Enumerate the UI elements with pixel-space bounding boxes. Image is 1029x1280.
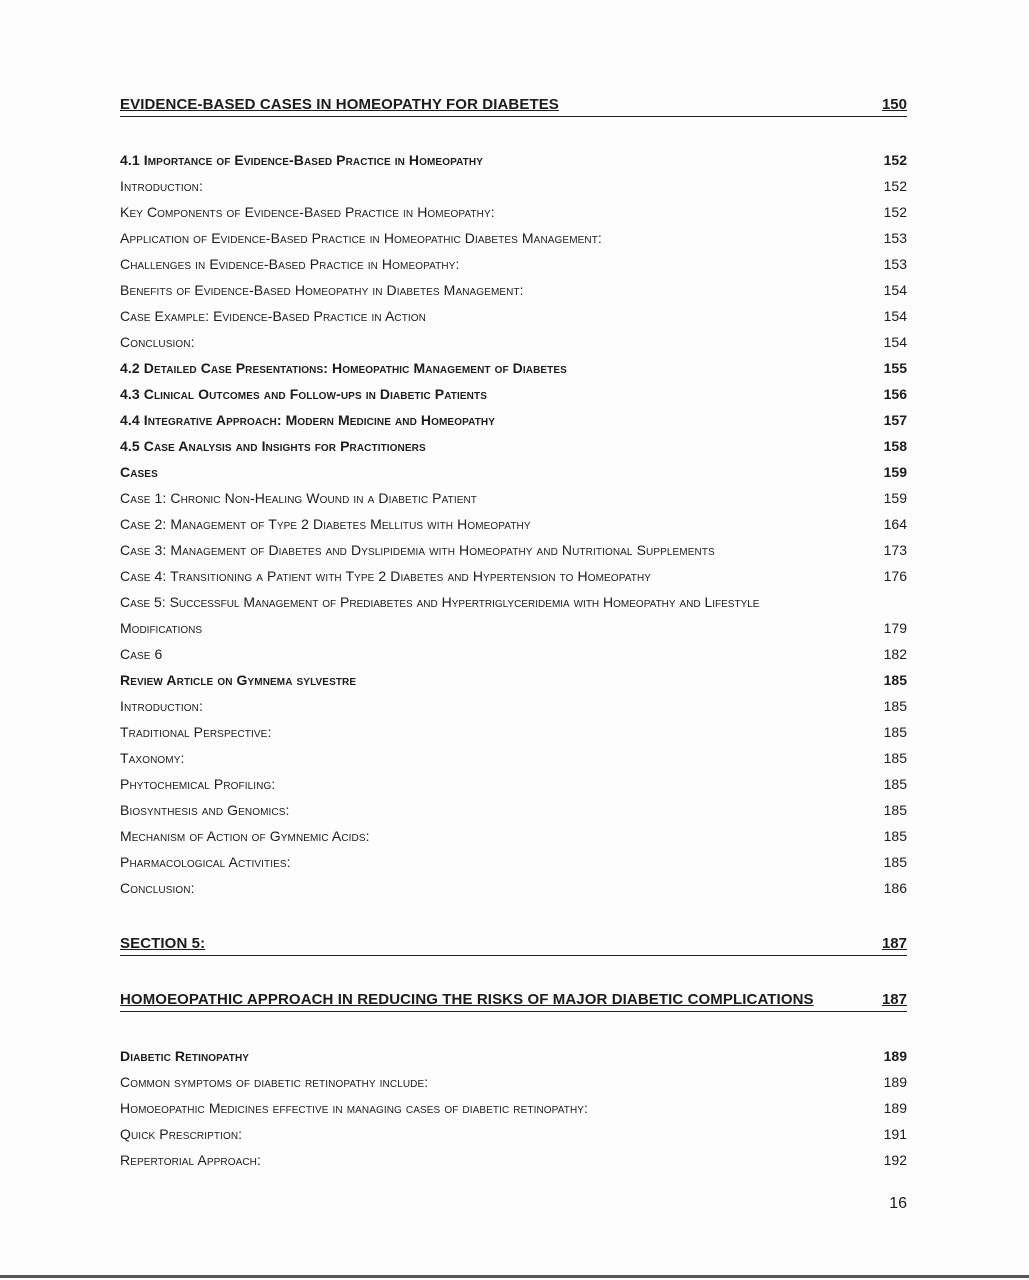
toc-entry-title: 4.5 Case Analysis and Insights for Practitioners	[120, 438, 426, 454]
toc-entry	[120, 303, 907, 329]
toc-entry-page: 179	[883, 620, 907, 636]
toc-entry-page: 185	[883, 750, 907, 766]
toc-entry-title: Challenges in Evidence-Based Practice in Homeopathy:	[120, 256, 460, 272]
toc-entry-title: Diabetic Retinopathy	[120, 1048, 250, 1064]
toc-entry-page: 189	[883, 1048, 907, 1064]
toc-entry-title: Common symptoms of diabetic retinopathy include:	[120, 1074, 429, 1090]
toc-entry	[120, 277, 907, 303]
toc-entry-title-line2: Modifications	[120, 620, 203, 636]
toc-entry	[120, 537, 907, 563]
toc-entry-page: 153	[883, 256, 907, 272]
toc-entry	[120, 225, 907, 251]
toc-heading-page: 187	[881, 990, 907, 1008]
toc-entry	[120, 771, 907, 797]
toc-entry-title: 4.1 Importance of Evidence-Based Practice in Homeopathy	[120, 152, 483, 168]
toc-entry-page: 192	[883, 1152, 907, 1168]
toc-entry-page: 191	[883, 1126, 907, 1142]
toc-entry-page: 182	[883, 646, 907, 662]
toc-entry	[120, 1147, 907, 1173]
toc-entry-title: Biosynthesis and Genomics:	[120, 802, 290, 818]
toc-entry-title: Case 4: Transitioning a Patient with Type 2 Diabetes and Hypertension to Homeopathy	[120, 568, 652, 584]
toc-entry-title: 4.2 Detailed Case Presentations: Homeopathic Management of Diabetes	[120, 360, 567, 376]
toc-entry-page: 185	[883, 698, 907, 714]
toc-entry	[120, 459, 907, 485]
toc-entry-title: 4.4 Integrative Approach: Modern Medicine and Homeopathy	[120, 412, 495, 428]
toc-heading-title: SECTION 5:	[120, 934, 206, 952]
toc-entry-page: 164	[883, 516, 907, 532]
toc-entry	[120, 199, 907, 225]
toc-entry-title: Case 2: Management of Type 2 Diabetes Mellitus with Homeopathy	[120, 516, 531, 532]
toc-entry-title: Introduction:	[120, 178, 203, 194]
toc-entry-page: 186	[883, 880, 907, 896]
toc-entry	[120, 745, 907, 771]
toc-entry	[120, 1069, 907, 1095]
toc-entry-page: 185	[883, 828, 907, 844]
toc-entry-title: Key Components of Evidence-Based Practice in Homeopathy:	[120, 204, 495, 220]
toc-entry	[120, 641, 907, 667]
toc-heading-section-5	[120, 931, 907, 956]
toc-entry-title: Application of Evidence-Based Practice in Homeopathic Diabetes Management:	[120, 230, 602, 246]
toc-entry	[120, 875, 907, 901]
toc-entry-page: 159	[883, 490, 907, 506]
toc-entry	[120, 173, 907, 199]
toc-heading-title: HOMOEOPATHIC APPROACH IN REDUCING THE RISKS OF MAJOR DIABETIC COMPLICATIONS	[120, 990, 814, 1008]
toc-entry-page: 189	[883, 1074, 907, 1090]
toc-entry	[120, 823, 907, 849]
toc-entry-page: 189	[883, 1100, 907, 1116]
toc-entry-title: Taxonomy:	[120, 750, 185, 766]
toc-entry-title: 4.3 Clinical Outcomes and Follow-ups in Diabetic Patients	[120, 386, 487, 402]
toc-entry	[120, 563, 907, 589]
toc-entry-page: 159	[883, 464, 907, 480]
toc-entry-page: 153	[883, 230, 907, 246]
toc-entry-page: 156	[883, 386, 907, 402]
page-bottom-edge	[0, 1275, 1029, 1278]
toc-entry-title: Benefits of Evidence-Based Homeopathy in Diabetes Management:	[120, 282, 524, 298]
toc-entry-title: Repertorial Approach:	[120, 1152, 261, 1168]
toc-entry-page: 185	[883, 724, 907, 740]
toc-entry-page: 173	[883, 542, 907, 558]
toc-entry-page: 185	[883, 854, 907, 870]
toc-entry-title-line1: Case 5: Successful Management of Prediabetes and Hypertriglyceridemia with Homeopathy and Lifestyle	[120, 594, 760, 610]
toc-entry-page: 185	[883, 802, 907, 818]
toc-entry-title: Quick Prescription:	[120, 1126, 243, 1142]
toc-entry-page: 157	[883, 412, 907, 428]
toc-heading-evidence-based-cases	[120, 92, 907, 117]
toc-entry-page: 155	[883, 360, 907, 376]
toc-entry-title: Introduction:	[120, 698, 203, 714]
toc-entry	[120, 433, 907, 459]
toc-entry	[120, 719, 907, 745]
toc-entry-title: Conclusion:	[120, 880, 195, 896]
toc-entry-page: 154	[883, 334, 907, 350]
toc-entry-title: Cases	[120, 464, 158, 480]
toc-entry	[120, 251, 907, 277]
toc-entry-title: Case 3: Management of Diabetes and Dyslipidemia with Homeopathy and Nutritional Supplements	[120, 542, 715, 558]
toc-entry-page: 185	[883, 672, 907, 688]
toc-heading-homoeopathic-approach	[120, 987, 907, 1012]
toc-entry	[120, 1043, 907, 1069]
toc-entry-page: 176	[883, 568, 907, 584]
toc-entry-title: Case 6	[120, 646, 163, 662]
toc-entry	[120, 147, 907, 173]
toc-entry-page: 152	[883, 204, 907, 220]
toc-entry-title: Traditional Perspective:	[120, 724, 272, 740]
toc-entry	[120, 381, 907, 407]
toc-page	[120, 0, 907, 1280]
toc-entry	[120, 1095, 907, 1121]
toc-entry-page: 185	[883, 776, 907, 792]
toc-entry	[120, 667, 907, 693]
toc-entry-title: Pharmacological Activities:	[120, 854, 291, 870]
toc-entry	[120, 355, 907, 381]
toc-entry	[120, 849, 907, 875]
toc-entry-title: Review Article on Gymnema sylvestre	[120, 672, 357, 688]
toc-entry	[120, 693, 907, 719]
toc-entry-page: 154	[883, 308, 907, 324]
toc-entry-title: Case 1: Chronic Non-Healing Wound in a Diabetic Patient	[120, 490, 478, 506]
toc-entry	[120, 329, 907, 355]
toc-entry	[120, 511, 907, 537]
toc-entry-page: 152	[883, 178, 907, 194]
page-number: 16	[889, 1195, 907, 1212]
toc-entry	[120, 407, 907, 433]
toc-entry	[120, 485, 907, 511]
toc-entry-title: Conclusion:	[120, 334, 195, 350]
toc-entry-title: Mechanism of Action of Gymnemic Acids:	[120, 828, 370, 844]
toc-entry-case-5	[120, 589, 907, 641]
toc-entry-page: 154	[883, 282, 907, 298]
toc-entry	[120, 797, 907, 823]
toc-entry-title: Phytochemical Profiling:	[120, 776, 276, 792]
toc-heading-page: 150	[881, 95, 907, 113]
toc-entry-title: Case Example: Evidence-Based Practice in Action	[120, 308, 426, 324]
toc-heading-title: EVIDENCE-BASED CASES IN HOMEOPATHY FOR DIABETES	[120, 95, 559, 113]
toc-entry	[120, 1121, 907, 1147]
toc-heading-page: 187	[881, 934, 907, 952]
toc-entry-page: 152	[883, 152, 907, 168]
toc-entry-title: Homoeopathic Medicines effective in managing cases of diabetic retinopathy:	[120, 1100, 589, 1116]
toc-entry-page: 158	[883, 438, 907, 454]
